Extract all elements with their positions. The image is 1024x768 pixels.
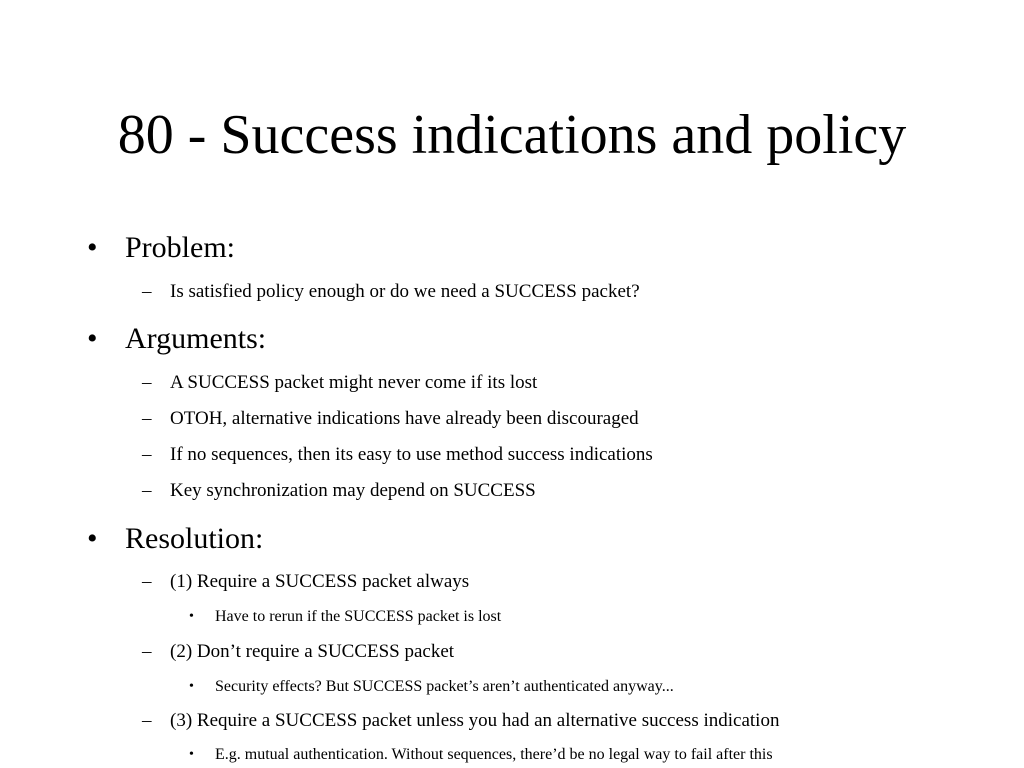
sub-sub-bullet-text: Security effects? But SUCCESS packet’s aren’t authenticated anyway...: [215, 678, 674, 695]
sub-sub-bullet: [189, 677, 674, 697]
sub-bullet-text: Is satisfied policy enough or do we need a SUCCESS packet?: [170, 281, 640, 302]
bullet-marker: •: [189, 679, 194, 694]
bullet-arguments: [87, 321, 267, 357]
bullet-marker: •: [189, 609, 194, 624]
sub-bullet: [142, 570, 470, 594]
sub-sub-bullet-text: E.g. mutual authentication. Without sequences, there’d be no legal way to fail after this: [215, 746, 773, 763]
sub-bullet: [142, 280, 640, 304]
sub-bullet: [142, 479, 536, 503]
sub-bullet-text: A SUCCESS packet might never come if its lost: [170, 372, 538, 393]
dash-marker: –: [142, 641, 152, 662]
sub-bullet: [142, 371, 538, 395]
sub-sub-bullet-text: Have to rerun if the SUCCESS packet is lost: [215, 608, 502, 625]
sub-bullet: [142, 407, 639, 431]
sub-bullet-text: (3) Require a SUCCESS packet unless you had an alternative success indication: [170, 710, 780, 731]
bullet-marker: •: [87, 231, 98, 264]
sub-bullet-text: (2) Don’t require a SUCCESS packet: [170, 641, 455, 662]
bullet-text: Resolution:: [125, 522, 264, 555]
bullet-marker: •: [87, 322, 98, 355]
sub-bullet-text: (1) Require a SUCCESS packet always: [170, 571, 470, 592]
dash-marker: –: [142, 372, 152, 393]
dash-marker: –: [142, 281, 152, 302]
sub-bullet-text: Key synchronization may depend on SUCCESS: [170, 480, 536, 501]
bullet-text: Arguments:: [125, 322, 267, 355]
bullet-resolution: [87, 521, 264, 557]
bullet-marker: •: [189, 747, 194, 762]
dash-marker: –: [142, 571, 152, 592]
sub-sub-bullet: [189, 607, 502, 627]
dash-marker: –: [142, 408, 152, 429]
sub-bullet: [142, 443, 653, 467]
slide-title: 80 - Success indications and policy: [117, 104, 907, 166]
sub-bullet-text: OTOH, alternative indications have already been discouraged: [170, 408, 639, 429]
dash-marker: –: [142, 480, 152, 501]
sub-sub-bullet: [189, 745, 773, 765]
bullet-marker: •: [87, 522, 98, 555]
sub-bullet: [142, 709, 780, 733]
sub-bullet-text: If no sequences, then its easy to use method success indications: [170, 444, 653, 465]
sub-bullet: [142, 640, 455, 664]
dash-marker: –: [142, 710, 152, 731]
bullet-text: Problem:: [125, 231, 235, 264]
dash-marker: –: [142, 444, 152, 465]
bullet-problem: [87, 230, 235, 266]
